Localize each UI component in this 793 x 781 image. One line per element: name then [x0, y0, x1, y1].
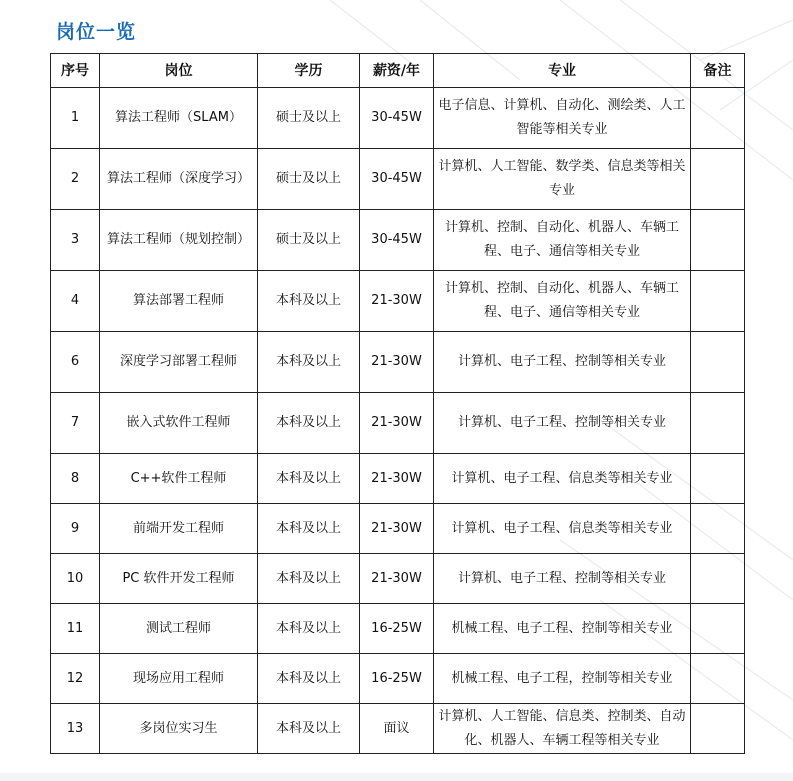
cell-note — [691, 554, 745, 604]
cell-salary: 16-25W — [360, 654, 434, 704]
cell-major: 计算机、电子工程、控制等相关专业 — [434, 554, 691, 604]
cell-position: 算法部署工程师 — [100, 271, 258, 332]
cell-position: 深度学习部署工程师 — [100, 332, 258, 393]
cell-note — [691, 504, 745, 554]
cell-position: 测试工程师 — [100, 604, 258, 654]
table-row — [51, 604, 745, 654]
cell-note — [691, 271, 745, 332]
cell-major: 电子信息、计算机、自动化、测绘类、人工智能等相关专业 — [434, 88, 691, 149]
header-note: 备注 — [691, 54, 745, 88]
table-row — [51, 88, 745, 149]
cell-note — [691, 88, 745, 149]
header-position: 岗位 — [100, 54, 258, 88]
cell-no: 1 — [51, 88, 100, 149]
cell-major: 计算机、电子工程、信息类等相关专业 — [434, 454, 691, 504]
cell-position: PC 软件开发工程师 — [100, 554, 258, 604]
cell-note — [691, 604, 745, 654]
table-header-row — [51, 54, 745, 88]
cell-salary: 21-30W — [360, 393, 434, 454]
cell-education: 硕士及以上 — [258, 149, 360, 210]
cell-position: 嵌入式软件工程师 — [100, 393, 258, 454]
page-title: 岗位一览 — [56, 21, 137, 43]
cell-salary: 30-45W — [360, 88, 434, 149]
cell-note — [691, 149, 745, 210]
cell-education: 硕士及以上 — [258, 210, 360, 271]
cell-salary: 面议 — [360, 704, 434, 754]
header-education: 学历 — [258, 54, 360, 88]
cell-no: 12 — [51, 654, 100, 704]
cell-education: 本科及以上 — [258, 504, 360, 554]
table-row — [51, 393, 745, 454]
table-row — [51, 454, 745, 504]
cell-no: 8 — [51, 454, 100, 504]
cell-no: 2 — [51, 149, 100, 210]
cell-education: 本科及以上 — [258, 271, 360, 332]
cell-education: 本科及以上 — [258, 332, 360, 393]
cell-education: 本科及以上 — [258, 604, 360, 654]
cell-major: 计算机、电子工程、控制等相关专业 — [434, 393, 691, 454]
cell-no: 10 — [51, 554, 100, 604]
cell-position: 算法工程师（深度学习） — [100, 149, 258, 210]
cell-major: 计算机、人工智能、数学类、信息类等相关专业 — [434, 149, 691, 210]
cell-salary: 21-30W — [360, 271, 434, 332]
jobs-table — [50, 53, 745, 754]
cell-note — [691, 654, 745, 704]
cell-salary: 16-25W — [360, 604, 434, 654]
cell-note — [691, 454, 745, 504]
cell-position: C++软件工程师 — [100, 454, 258, 504]
header-major: 专业 — [434, 54, 691, 88]
cell-salary: 30-45W — [360, 210, 434, 271]
cell-major: 机械工程、电子工程，控制等相关专业 — [434, 654, 691, 704]
table-row — [51, 504, 745, 554]
table-row — [51, 332, 745, 393]
cell-no: 6 — [51, 332, 100, 393]
table-row — [51, 704, 745, 754]
cell-education: 本科及以上 — [258, 554, 360, 604]
cell-education: 本科及以上 — [258, 454, 360, 504]
cell-major: 计算机、电子工程、信息类等相关专业 — [434, 504, 691, 554]
table-row — [51, 554, 745, 604]
table-row — [51, 271, 745, 332]
cell-education: 硕士及以上 — [258, 88, 360, 149]
cell-position: 算法工程师（SLAM） — [100, 88, 258, 149]
cell-education: 本科及以上 — [258, 654, 360, 704]
cell-salary: 21-30W — [360, 554, 434, 604]
table-row — [51, 210, 745, 271]
cell-position: 多岗位实习生 — [100, 704, 258, 754]
cell-no: 9 — [51, 504, 100, 554]
cell-major: 计算机、人工智能、信息类、控制类、自动化、机器人、车辆工程等相关专业 — [434, 704, 691, 754]
cell-salary: 21-30W — [360, 504, 434, 554]
cell-education: 本科及以上 — [258, 704, 360, 754]
header-salary: 薪资/年 — [360, 54, 434, 88]
cell-position: 现场应用工程师 — [100, 654, 258, 704]
bottom-strip — [0, 773, 793, 781]
cell-no: 13 — [51, 704, 100, 754]
cell-note — [691, 393, 745, 454]
header-no: 序号 — [51, 54, 100, 88]
cell-major: 计算机、控制、自动化、机器人、车辆工程、电子、通信等相关专业 — [434, 271, 691, 332]
cell-major: 计算机、电子工程、控制等相关专业 — [434, 332, 691, 393]
table-row — [51, 654, 745, 704]
cell-no: 11 — [51, 604, 100, 654]
cell-salary: 21-30W — [360, 332, 434, 393]
cell-position: 前端开发工程师 — [100, 504, 258, 554]
table-row — [51, 149, 745, 210]
cell-position: 算法工程师（规划控制） — [100, 210, 258, 271]
cell-note — [691, 210, 745, 271]
cell-no: 3 — [51, 210, 100, 271]
cell-salary: 30-45W — [360, 149, 434, 210]
cell-no: 4 — [51, 271, 100, 332]
cell-no: 7 — [51, 393, 100, 454]
cell-education: 本科及以上 — [258, 393, 360, 454]
cell-major: 计算机、控制、自动化、机器人、车辆工程、电子、通信等相关专业 — [434, 210, 691, 271]
cell-note — [691, 704, 745, 754]
cell-major: 机械工程、电子工程、控制等相关专业 — [434, 604, 691, 654]
cell-salary: 21-30W — [360, 454, 434, 504]
cell-note — [691, 332, 745, 393]
